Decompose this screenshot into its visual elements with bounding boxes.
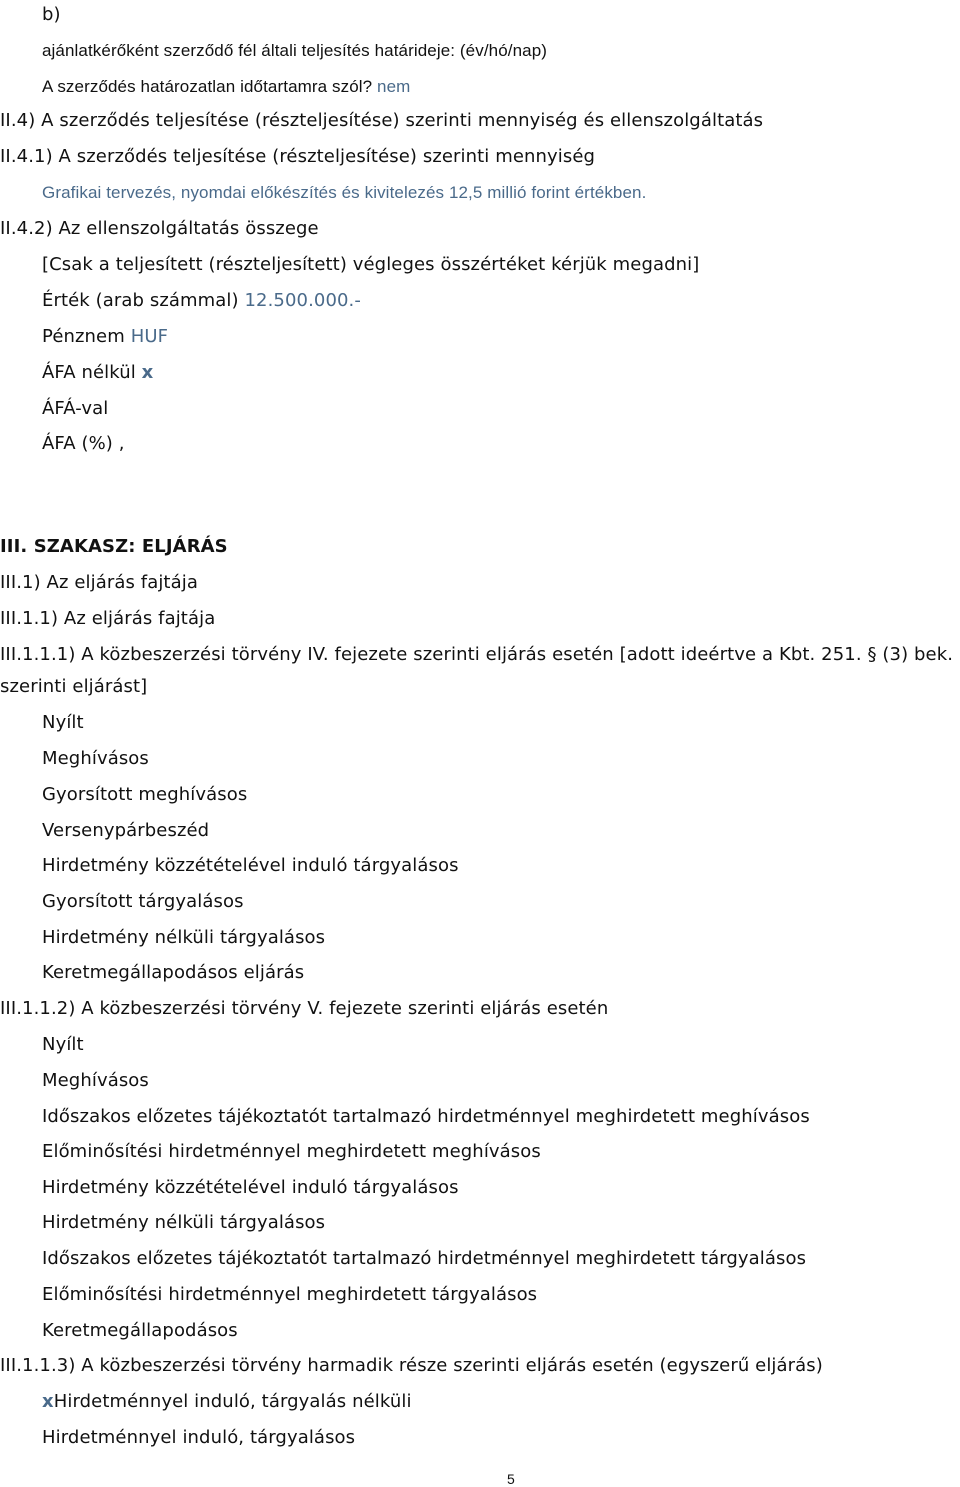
section-ii41-value: Grafikai tervezés, nyomdai előkészítés és kivitelezés 12,5 millió forint értékben. <box>42 183 647 202</box>
section-iii1-heading: III.1) Az eljárás fajtája <box>0 572 198 593</box>
section-b-label: b) <box>42 4 61 25</box>
s112-option: Keretmegállapodásos <box>42 1320 238 1341</box>
section-ii41-heading: II.4.1) A szerződés teljesítése (részteljesítése) szerinti mennyiség <box>0 146 596 167</box>
section-iii113-heading: III.1.1.3) A közbeszerzési törvény harmadik része szerinti eljárás esetén (egyszerű eljárás) <box>0 1355 823 1376</box>
s111-option: Gyorsított meghívásos <box>42 784 248 805</box>
s113-option-2: Hirdetménnyel induló, tárgyalásos <box>42 1427 356 1448</box>
s113-option-1-mark: x <box>42 1391 54 1412</box>
s111-option: Hirdetmény közzétételével induló tárgyalásos <box>42 855 459 876</box>
s111-option: Keretmegállapodásos eljárás <box>42 962 305 983</box>
indefinite-question <box>42 76 410 98</box>
s112-option: Előminősítési hirdetménnyel meghirdetett tárgyalásos <box>42 1284 538 1305</box>
s113-option-1 <box>42 1391 412 1413</box>
s112-option: Hirdetmény nélküli tárgyalásos <box>42 1212 326 1233</box>
indefinite-answer: nem <box>377 77 411 96</box>
indefinite-question-text: A szerződés határozatlan időtartamra szól? <box>42 77 373 96</box>
s112-option: Időszakos előzetes tájékoztatót tartalmazó hirdetménnyel meghirdetett tárgyalásos <box>42 1248 807 1269</box>
section-iii112-heading: III.1.1.2) A közbeszerzési törvény V. fejezete szerinti eljárás esetén <box>0 998 609 1019</box>
s111-option: Nyílt <box>42 712 84 733</box>
value-row <box>42 290 361 312</box>
value-amount: 12.500.000.- <box>244 290 361 311</box>
s112-option: Meghívásos <box>42 1070 149 1091</box>
section-iii-title: III. SZAKASZ: ELJÁRÁS <box>0 536 228 557</box>
vat-excl-label: ÁFA nélkül <box>42 362 136 383</box>
s112-option: Előminősítési hirdetménnyel meghirdetett meghívásos <box>42 1141 541 1162</box>
section-ii42-note: [Csak a teljesített (részteljesített) végleges összértéket kérjük megadni] <box>42 254 700 275</box>
vat-incl-label: ÁFÁ-val <box>42 398 109 419</box>
deadline-text: ajánlatkérőként szerződő fél általi teljesítés határideje: (év/hó/nap) <box>42 41 548 60</box>
vat-pct-label: ÁFA (%) , <box>42 433 125 454</box>
s112-option: Hirdetmény közzétételével induló tárgyalásos <box>42 1177 459 1198</box>
page-number: 5 <box>507 1471 515 1487</box>
s112-option: Időszakos előzetes tájékoztatót tartalmazó hirdetménnyel meghirdetett meghívásos <box>42 1106 810 1127</box>
section-iii111-heading-line2: szerinti eljárást] <box>0 676 148 697</box>
vat-excl-mark: x <box>141 362 154 383</box>
currency-value: HUF <box>130 326 169 347</box>
s111-option: Gyorsított tárgyalásos <box>42 891 244 912</box>
s113-option-1-label: Hirdetménnyel induló, tárgyalás nélküli <box>53 1391 412 1412</box>
s112-option: Nyílt <box>42 1034 84 1055</box>
s111-option: Versenypárbeszéd <box>42 820 210 841</box>
currency-row <box>42 326 168 348</box>
section-ii42-heading: II.4.2) Az ellenszolgáltatás összege <box>0 218 319 239</box>
value-label: Érték (arab számmal) <box>42 290 239 311</box>
section-iii111-heading-line1: III.1.1.1) A közbeszerzési törvény IV. fejezete szerinti eljárás esetén [adott ideértve a Kbt. 251. § (3) bek. <box>0 644 954 665</box>
s111-option: Hirdetmény nélküli tárgyalásos <box>42 927 326 948</box>
currency-label: Pénznem <box>42 326 125 347</box>
section-iii11-heading: III.1.1) Az eljárás fajtája <box>0 608 216 629</box>
s111-option: Meghívásos <box>42 748 149 769</box>
vat-excl-row <box>42 362 153 384</box>
section-ii4-heading: II.4) A szerződés teljesítése (részteljesítése) szerinti mennyiség és ellenszolgáltatás <box>0 110 764 131</box>
